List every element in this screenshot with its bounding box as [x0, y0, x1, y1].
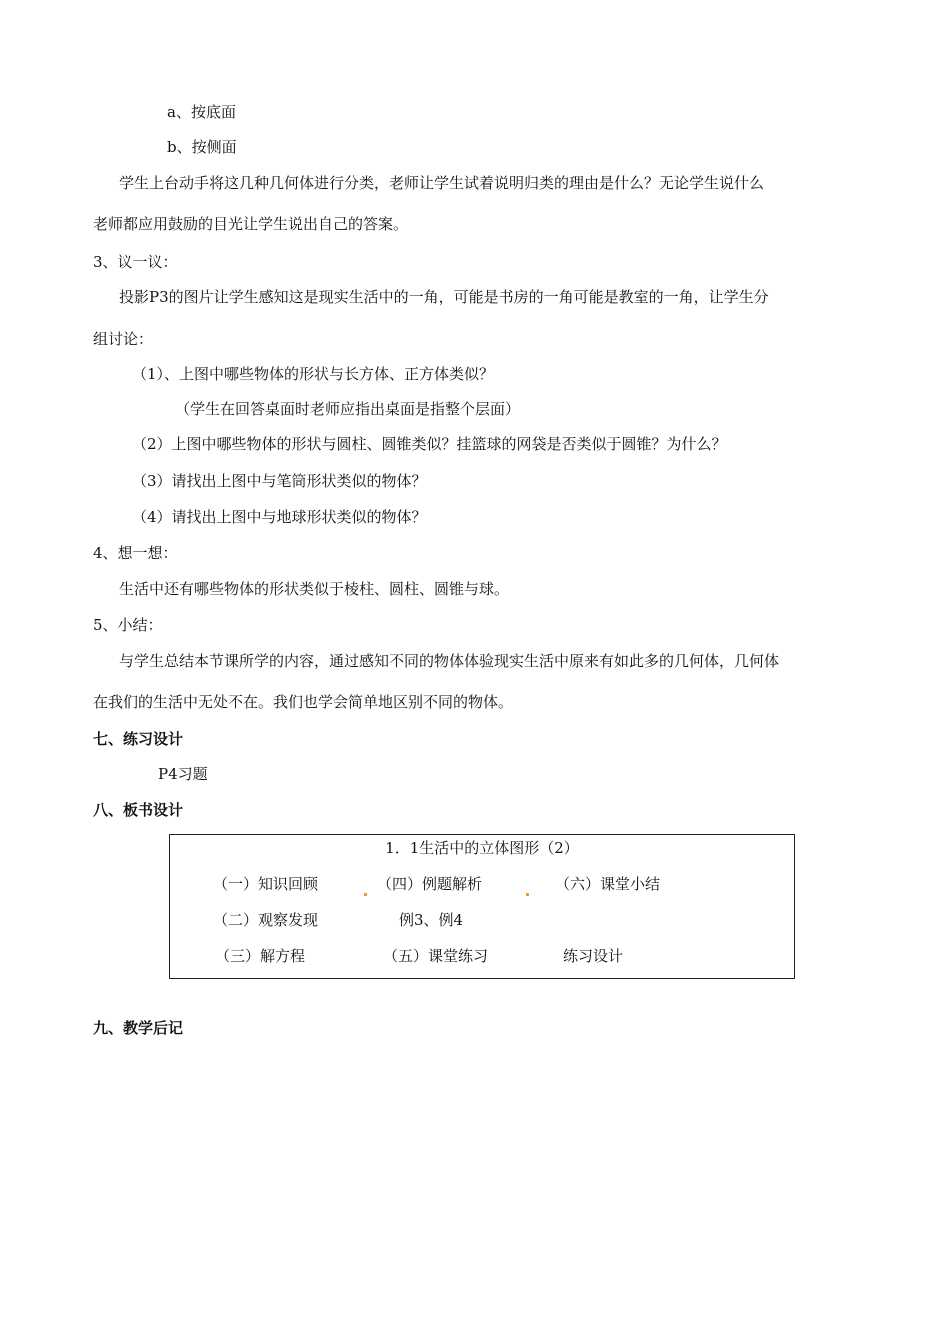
board-title: 1．1生活中的立体图形（2） [385, 839, 579, 857]
teacher-note: （学生在回答桌面时老师应指出桌面是指整个层面） [175, 400, 521, 418]
mark-dot [525, 879, 530, 899]
paragraph-line: 在我们的生活中无处不在。我们也学会简单地区别不同的物体。 [93, 693, 514, 711]
practice-item: P4习题 [158, 765, 208, 783]
paragraph-line: 组讨论： [93, 330, 154, 348]
question-item: （3）请找出上图中与笔筒形状类似的物体？ [132, 472, 427, 490]
practice-heading: 七、练习设计 [93, 730, 184, 748]
step-heading: 3、议一议： [93, 253, 178, 271]
paragraph-line: 生活中还有哪些物体的形状类似于棱柱、圆柱、圆锥与球。 [119, 580, 510, 598]
mark-dot [363, 879, 368, 899]
board-item: （四）例题解析 [377, 875, 483, 893]
question-item: （4）请找出上图中与地球形状类似的物体？ [132, 508, 427, 526]
board-item: （二）观察发现 [213, 911, 319, 929]
question-item: （2）上图中哪些物体的形状与圆柱、圆锥类似？挂篮球的网袋是否类似于圆锥？为什么？ [132, 435, 727, 453]
board-item: 例3、例4 [399, 911, 464, 929]
list-item-a: a、按底面 [167, 103, 236, 121]
step-heading: 4、想一想： [93, 544, 178, 562]
board-item: （三）解方程 [215, 947, 306, 965]
question-item: （1）、上图中哪些物体的形状与长方体、正方体类似？ [132, 365, 495, 383]
step-heading: 5、小结： [93, 616, 163, 634]
paragraph-line: 与学生总结本节课所学的内容，通过感知不同的物体体验现实生活中原来有如此多的几何体，几何体 [119, 652, 780, 670]
paragraph-line: 学生上台动手将这几种几何体进行分类，老师让学生试着说明归类的理由是什么？无论学生说什么 [119, 174, 765, 192]
board-item: 练习设计 [563, 947, 624, 965]
board-heading: 八、板书设计 [93, 801, 184, 819]
afterword-heading: 九、教学后记 [93, 1019, 184, 1037]
list-item-b: b、按侧面 [167, 138, 237, 156]
board-item: （六）课堂小结 [555, 875, 661, 893]
blackboard-design-box [169, 834, 795, 979]
board-item: （五）课堂练习 [383, 947, 489, 965]
paragraph-line: 投影P3的图片让学生感知这是现实生活中的一角，可能是书房的一角可能是教室的一角，让学生分 [119, 288, 769, 306]
board-item: （一）知识回顾 [213, 875, 319, 893]
paragraph-line: 老师都应用鼓励的目光让学生说出自己的答案。 [93, 215, 409, 233]
